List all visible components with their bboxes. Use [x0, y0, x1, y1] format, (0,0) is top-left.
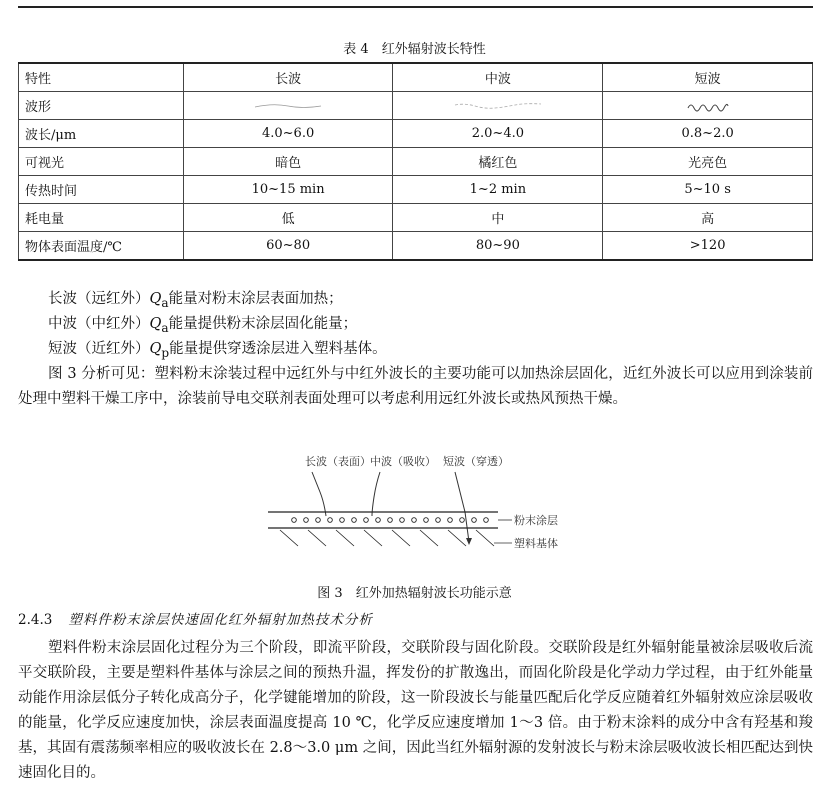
table-cell: 高 — [603, 204, 813, 232]
table-cell: 2.0~4.0 — [393, 120, 603, 148]
short-wave-icon — [686, 100, 730, 112]
table-row — [19, 148, 813, 176]
label-long-wave: 长波（表面） — [305, 456, 371, 468]
table-cell: 4.0~6.0 — [183, 120, 393, 148]
row-label: 可视光 — [19, 148, 184, 176]
table-caption: 表 4 红外辐射波长特性 — [343, 42, 486, 57]
section-body: 塑料件粉末涂层固化过程分为三个阶段，即流平阶段，交联阶段与固化阶段。交联阶段是红外辐射能量被涂层吸收后流平交联阶段，主要是塑料件基体与涂层之间的预热升温，挥发份的扩散逸出，而固化阶段是化学动力学过程，由于红外能量动能作用涂层低分子转化成高分子，化学键能增加的阶段，这一阶段波长与能量匹配后化学反应随着红外辐射效应涂层吸收的能量，化学反应速度加快，涂层表面温度提高 10 ℃，化学反应速度增加 1～3 倍。由于粉末涂料的成分中含有羟基和羧基，其固有震荡频率相应的吸收波长在 2.8～3.0 μm 之间，因此当红外辐射源的发射波长与粉末涂层吸收波长相匹配达到快速固化目的。 — [18, 640, 813, 781]
row-label: 耗电量 — [19, 204, 184, 232]
paragraph-text: 能量对粉末涂层表面加热； — [168, 291, 343, 307]
powder-particles — [292, 518, 489, 523]
figure-3 — [250, 452, 590, 572]
table-row — [19, 92, 813, 120]
symbol-subscript: a — [161, 320, 169, 335]
table-header-cell: 长波 — [183, 63, 393, 92]
table-cell: 10~15 min — [183, 176, 393, 204]
row-label: 传热时间 — [19, 176, 184, 204]
top-rule — [18, 6, 813, 8]
label-plastic-substrate: 塑料基体 — [514, 538, 558, 550]
substrate-hatching — [280, 530, 494, 546]
table-cell: 中 — [393, 204, 603, 232]
table-cell: 光亮色 — [603, 148, 813, 176]
table-row — [19, 120, 813, 148]
table-cell: 60~80 — [183, 232, 393, 261]
row-label: 波长/μm — [19, 120, 184, 148]
label-powder-coating: 粉末涂层 — [514, 515, 558, 527]
table-cell: 暗色 — [183, 148, 393, 176]
figure-caption: 图 3 红外加热辐射波长功能示意 — [317, 586, 512, 601]
table-cell: 1~2 min — [393, 176, 603, 204]
long-wave-icon — [253, 101, 323, 111]
table-row — [19, 176, 813, 204]
label-mid-wave: 中波（吸收） — [370, 456, 436, 468]
symbol-subscript: p — [161, 345, 170, 360]
paragraph-analysis: 图 3 分析可见：塑料粉末涂装过程中远红外与中红外波长的主要功能可以加热涂层固化，近红外波长可以应用到涂装前处理中塑料干燥工序中，涂装前导电交联剂表面处理可以考虑利用远红外波长或热风预热干燥。 — [18, 366, 813, 407]
mid-wave-waveform — [393, 92, 603, 120]
table-header-cell: 中波 — [393, 63, 603, 92]
paragraph-text: 能量提供粉末涂层固化能量； — [168, 316, 358, 332]
table-cell: 0.8~2.0 — [603, 120, 813, 148]
table-header-row — [19, 63, 813, 92]
table-cell: >120 — [603, 232, 813, 261]
table-header-cell: 特性 — [19, 63, 184, 92]
mid-wave-icon — [453, 101, 543, 111]
symbol-q: Q — [149, 341, 162, 357]
table-cell: 橘红色 — [393, 148, 603, 176]
paragraph-text: 中波（中红外） — [48, 316, 150, 332]
row-label: 波形 — [19, 92, 184, 120]
section-heading — [18, 608, 373, 628]
table-cell: 5~10 s — [603, 176, 813, 204]
mid-wave-arrow — [372, 472, 380, 516]
short-wave-waveform — [603, 92, 813, 120]
ir-wavelength-table — [18, 62, 813, 261]
ir-function-diagram — [250, 452, 590, 572]
row-label: 物体表面温度/℃ — [19, 232, 184, 261]
short-wave-arrowhead — [466, 538, 472, 545]
long-wave-arrow — [312, 472, 326, 516]
symbol-q: Q — [149, 316, 162, 332]
symbol-subscript: a — [161, 295, 169, 310]
long-wave-waveform — [183, 92, 393, 120]
short-wave-arrow — [455, 472, 469, 542]
table-header-cell: 短波 — [603, 63, 813, 92]
table-row — [19, 204, 813, 232]
section-number: 2.4.3 — [18, 612, 53, 628]
symbol-q: Q — [149, 291, 162, 307]
paragraph-text: 长波（远红外） — [48, 291, 150, 307]
section-title: 塑料件粉末涂层快速固化红外辐射加热技术分析 — [68, 612, 373, 628]
label-short-wave: 短波（穿透） — [443, 456, 509, 468]
table-cell: 80~90 — [393, 232, 603, 261]
paragraph-text: 能量提供穿透涂层进入塑料基体。 — [169, 341, 387, 357]
table-row — [19, 232, 813, 261]
table-cell: 低 — [183, 204, 393, 232]
paragraph-text: 短波（近红外） — [48, 341, 150, 357]
